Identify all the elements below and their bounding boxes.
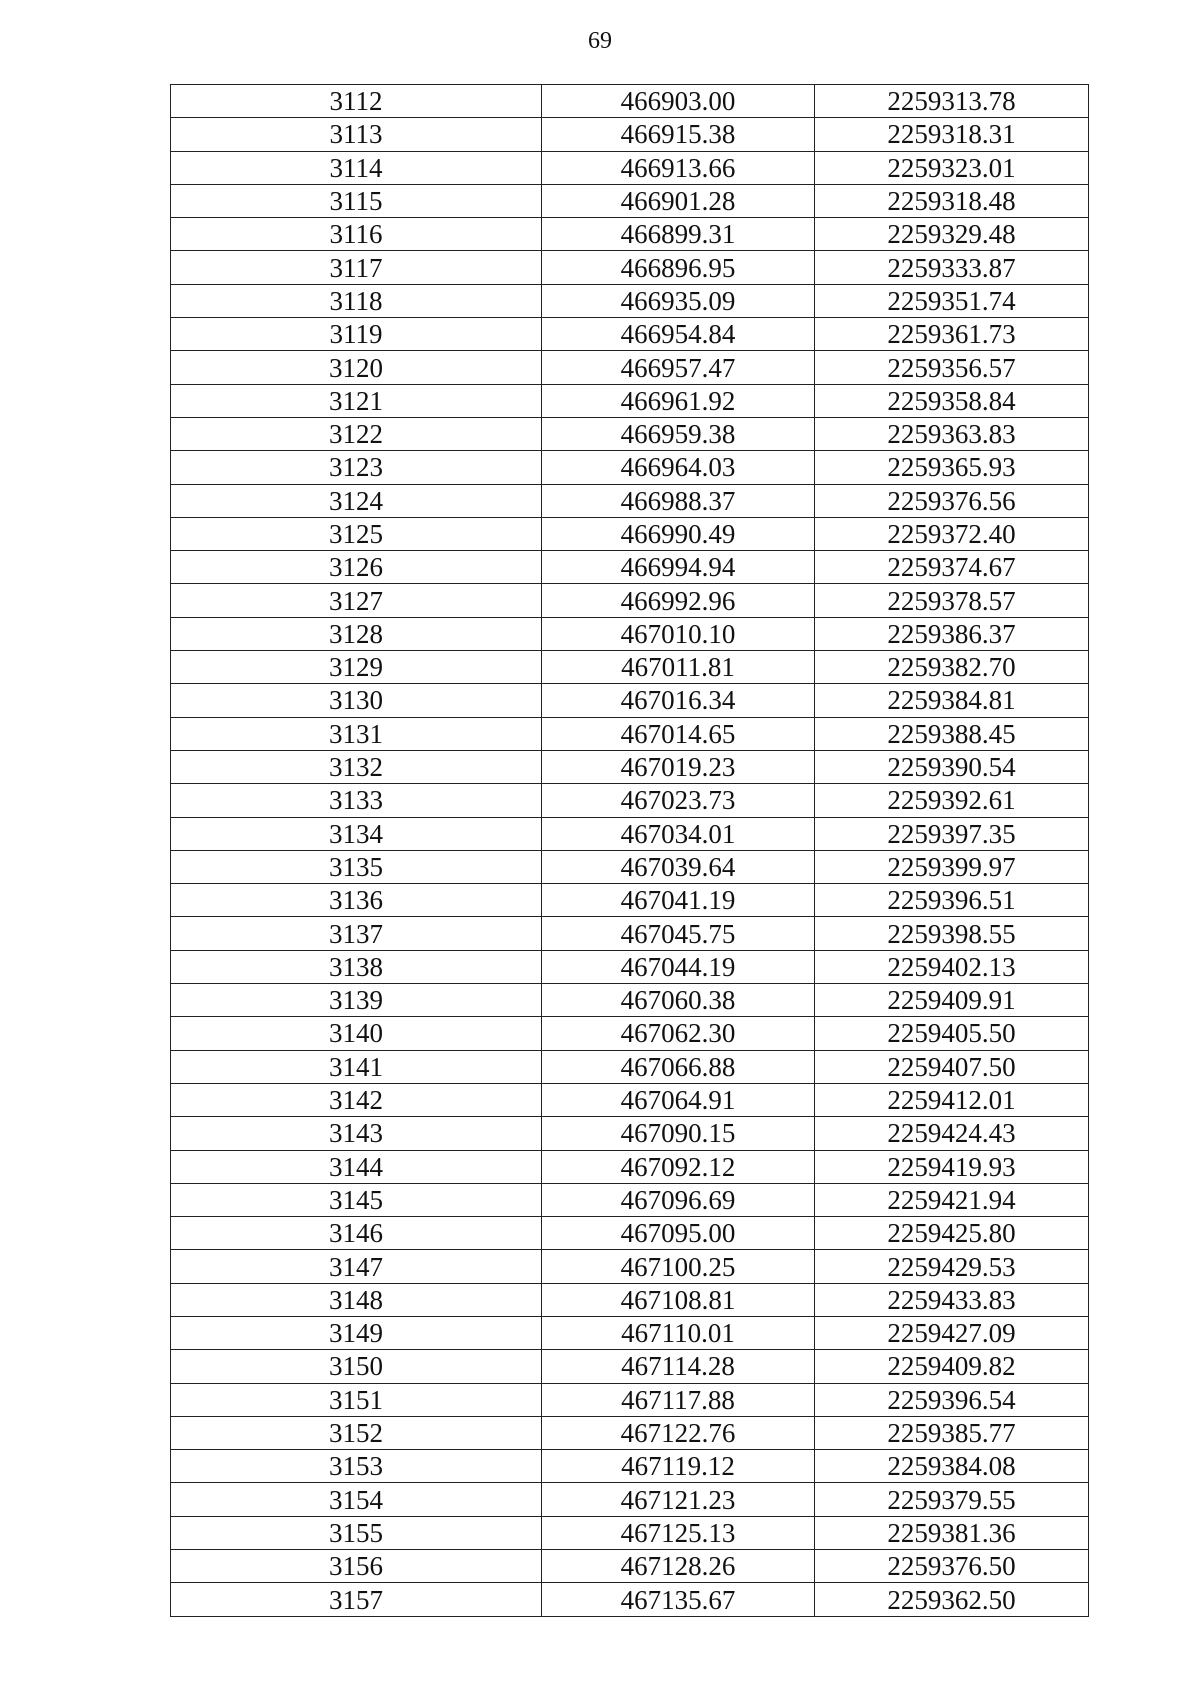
x-coordinate-cell: 466992.96 <box>542 584 815 617</box>
table-row <box>171 351 1089 384</box>
x-coordinate-cell: 467060.38 <box>542 984 815 1017</box>
point-number-cell: 3115 <box>171 184 542 217</box>
y-coordinate-cell: 2259402.13 <box>815 950 1089 983</box>
x-coordinate-cell: 466964.03 <box>542 451 815 484</box>
x-coordinate-cell: 467066.88 <box>542 1050 815 1083</box>
y-coordinate-cell: 2259398.55 <box>815 917 1089 950</box>
x-coordinate-cell: 466915.38 <box>542 118 815 151</box>
x-coordinate-cell: 467039.64 <box>542 850 815 883</box>
x-coordinate-cell: 467010.10 <box>542 617 815 650</box>
table-row <box>171 1383 1089 1416</box>
table-row <box>171 984 1089 1017</box>
table-row <box>171 1283 1089 1316</box>
y-coordinate-cell: 2259386.37 <box>815 617 1089 650</box>
point-number-cell: 3152 <box>171 1416 542 1449</box>
y-coordinate-cell: 2259399.97 <box>815 850 1089 883</box>
y-coordinate-cell: 2259392.61 <box>815 784 1089 817</box>
table-row <box>171 184 1089 217</box>
x-coordinate-cell: 467019.23 <box>542 750 815 783</box>
x-coordinate-cell: 467096.69 <box>542 1183 815 1216</box>
y-coordinate-cell: 2259433.83 <box>815 1283 1089 1316</box>
table-row <box>171 1083 1089 1116</box>
x-coordinate-cell: 467114.28 <box>542 1350 815 1383</box>
x-coordinate-cell: 467117.88 <box>542 1383 815 1416</box>
point-number-cell: 3113 <box>171 118 542 151</box>
point-number-cell: 3140 <box>171 1017 542 1050</box>
point-number-cell: 3143 <box>171 1117 542 1150</box>
x-coordinate-cell: 466913.66 <box>542 151 815 184</box>
point-number-cell: 3146 <box>171 1217 542 1250</box>
y-coordinate-cell: 2259378.57 <box>815 584 1089 617</box>
point-number-cell: 3148 <box>171 1283 542 1316</box>
table-row <box>171 750 1089 783</box>
point-number-cell: 3119 <box>171 318 542 351</box>
table-row <box>171 1150 1089 1183</box>
y-coordinate-cell: 2259381.36 <box>815 1516 1089 1549</box>
y-coordinate-cell: 2259351.74 <box>815 284 1089 317</box>
point-number-cell: 3145 <box>171 1183 542 1216</box>
point-number-cell: 3124 <box>171 484 542 517</box>
table-row <box>171 1583 1089 1616</box>
table-row <box>171 850 1089 883</box>
y-coordinate-cell: 2259421.94 <box>815 1183 1089 1216</box>
x-coordinate-cell: 467044.19 <box>542 950 815 983</box>
point-number-cell: 3156 <box>171 1550 542 1583</box>
x-coordinate-cell: 467011.81 <box>542 651 815 684</box>
x-coordinate-cell: 466990.49 <box>542 517 815 550</box>
table-row <box>171 218 1089 251</box>
table-row <box>171 1017 1089 1050</box>
x-coordinate-cell: 467092.12 <box>542 1150 815 1183</box>
table-row <box>171 684 1089 717</box>
y-coordinate-cell: 2259396.54 <box>815 1383 1089 1416</box>
point-number-cell: 3114 <box>171 151 542 184</box>
table-row <box>171 85 1089 118</box>
point-number-cell: 3137 <box>171 917 542 950</box>
table-row <box>171 1350 1089 1383</box>
y-coordinate-cell: 2259429.53 <box>815 1250 1089 1283</box>
point-number-cell: 3157 <box>171 1583 542 1616</box>
point-number-cell: 3128 <box>171 617 542 650</box>
x-coordinate-cell: 466994.94 <box>542 551 815 584</box>
point-number-cell: 3139 <box>171 984 542 1017</box>
x-coordinate-cell: 467064.91 <box>542 1083 815 1116</box>
y-coordinate-cell: 2259323.01 <box>815 151 1089 184</box>
table-row <box>171 384 1089 417</box>
point-number-cell: 3129 <box>171 651 542 684</box>
point-number-cell: 3149 <box>171 1316 542 1349</box>
point-number-cell: 3138 <box>171 950 542 983</box>
point-number-cell: 3155 <box>171 1516 542 1549</box>
y-coordinate-cell: 2259318.31 <box>815 118 1089 151</box>
x-coordinate-cell: 466903.00 <box>542 85 815 118</box>
coordinates-table-body <box>171 85 1089 1617</box>
point-number-cell: 3118 <box>171 284 542 317</box>
y-coordinate-cell: 2259424.43 <box>815 1117 1089 1150</box>
y-coordinate-cell: 2259409.82 <box>815 1350 1089 1383</box>
coordinates-table <box>170 84 1089 1617</box>
point-number-cell: 3116 <box>171 218 542 251</box>
x-coordinate-cell: 467045.75 <box>542 917 815 950</box>
table-row <box>171 1217 1089 1250</box>
y-coordinate-cell: 2259376.50 <box>815 1550 1089 1583</box>
table-row <box>171 118 1089 151</box>
table-row <box>171 1550 1089 1583</box>
point-number-cell: 3122 <box>171 417 542 450</box>
x-coordinate-cell: 467108.81 <box>542 1283 815 1316</box>
y-coordinate-cell: 2259358.84 <box>815 384 1089 417</box>
table-row <box>171 551 1089 584</box>
table-row <box>171 651 1089 684</box>
x-coordinate-cell: 467023.73 <box>542 784 815 817</box>
table-row <box>171 251 1089 284</box>
point-number-cell: 3151 <box>171 1383 542 1416</box>
table-row <box>171 1250 1089 1283</box>
point-number-cell: 3142 <box>171 1083 542 1116</box>
table-row <box>171 1483 1089 1516</box>
x-coordinate-cell: 466957.47 <box>542 351 815 384</box>
point-number-cell: 3144 <box>171 1150 542 1183</box>
y-coordinate-cell: 2259384.81 <box>815 684 1089 717</box>
y-coordinate-cell: 2259356.57 <box>815 351 1089 384</box>
table-row <box>171 1050 1089 1083</box>
point-number-cell: 3117 <box>171 251 542 284</box>
x-coordinate-cell: 467095.00 <box>542 1217 815 1250</box>
y-coordinate-cell: 2259318.48 <box>815 184 1089 217</box>
x-coordinate-cell: 466935.09 <box>542 284 815 317</box>
table-row <box>171 1316 1089 1349</box>
point-number-cell: 3154 <box>171 1483 542 1516</box>
y-coordinate-cell: 2259427.09 <box>815 1316 1089 1349</box>
x-coordinate-cell: 466959.38 <box>542 417 815 450</box>
table-row <box>171 1450 1089 1483</box>
x-coordinate-cell: 466988.37 <box>542 484 815 517</box>
x-coordinate-cell: 467034.01 <box>542 817 815 850</box>
y-coordinate-cell: 2259361.73 <box>815 318 1089 351</box>
point-number-cell: 3112 <box>171 85 542 118</box>
y-coordinate-cell: 2259405.50 <box>815 1017 1089 1050</box>
x-coordinate-cell: 467121.23 <box>542 1483 815 1516</box>
table-row <box>171 151 1089 184</box>
x-coordinate-cell: 466899.31 <box>542 218 815 251</box>
y-coordinate-cell: 2259333.87 <box>815 251 1089 284</box>
y-coordinate-cell: 2259385.77 <box>815 1416 1089 1449</box>
x-coordinate-cell: 467090.15 <box>542 1117 815 1150</box>
x-coordinate-cell: 466961.92 <box>542 384 815 417</box>
table-row <box>171 817 1089 850</box>
x-coordinate-cell: 467128.26 <box>542 1550 815 1583</box>
y-coordinate-cell: 2259382.70 <box>815 651 1089 684</box>
table-row <box>171 1516 1089 1549</box>
table-row <box>171 717 1089 750</box>
y-coordinate-cell: 2259363.83 <box>815 417 1089 450</box>
y-coordinate-cell: 2259419.93 <box>815 1150 1089 1183</box>
table-row <box>171 784 1089 817</box>
point-number-cell: 3141 <box>171 1050 542 1083</box>
y-coordinate-cell: 2259390.54 <box>815 750 1089 783</box>
y-coordinate-cell: 2259365.93 <box>815 451 1089 484</box>
point-number-cell: 3130 <box>171 684 542 717</box>
table-row <box>171 517 1089 550</box>
y-coordinate-cell: 2259388.45 <box>815 717 1089 750</box>
table-row <box>171 1183 1089 1216</box>
point-number-cell: 3136 <box>171 884 542 917</box>
point-number-cell: 3132 <box>171 750 542 783</box>
point-number-cell: 3127 <box>171 584 542 617</box>
point-number-cell: 3121 <box>171 384 542 417</box>
page-number: 69 <box>588 28 612 54</box>
y-coordinate-cell: 2259384.08 <box>815 1450 1089 1483</box>
table-row <box>171 284 1089 317</box>
point-number-cell: 3150 <box>171 1350 542 1383</box>
x-coordinate-cell: 467110.01 <box>542 1316 815 1349</box>
x-coordinate-cell: 466901.28 <box>542 184 815 217</box>
x-coordinate-cell: 467135.67 <box>542 1583 815 1616</box>
point-number-cell: 3123 <box>171 451 542 484</box>
y-coordinate-cell: 2259412.01 <box>815 1083 1089 1116</box>
y-coordinate-cell: 2259376.56 <box>815 484 1089 517</box>
x-coordinate-cell: 467016.34 <box>542 684 815 717</box>
point-number-cell: 3120 <box>171 351 542 384</box>
table-row <box>171 451 1089 484</box>
x-coordinate-cell: 467100.25 <box>542 1250 815 1283</box>
point-number-cell: 3125 <box>171 517 542 550</box>
point-number-cell: 3153 <box>171 1450 542 1483</box>
x-coordinate-cell: 467122.76 <box>542 1416 815 1449</box>
point-number-cell: 3133 <box>171 784 542 817</box>
table-row <box>171 950 1089 983</box>
y-coordinate-cell: 2259396.51 <box>815 884 1089 917</box>
point-number-cell: 3135 <box>171 850 542 883</box>
table-row <box>171 417 1089 450</box>
y-coordinate-cell: 2259329.48 <box>815 218 1089 251</box>
table-row <box>171 484 1089 517</box>
y-coordinate-cell: 2259407.50 <box>815 1050 1089 1083</box>
y-coordinate-cell: 2259313.78 <box>815 85 1089 118</box>
x-coordinate-cell: 467119.12 <box>542 1450 815 1483</box>
table-row <box>171 1117 1089 1150</box>
x-coordinate-cell: 467062.30 <box>542 1017 815 1050</box>
y-coordinate-cell: 2259372.40 <box>815 517 1089 550</box>
point-number-cell: 3147 <box>171 1250 542 1283</box>
table-row <box>171 617 1089 650</box>
point-number-cell: 3131 <box>171 717 542 750</box>
y-coordinate-cell: 2259397.35 <box>815 817 1089 850</box>
x-coordinate-cell: 466896.95 <box>542 251 815 284</box>
y-coordinate-cell: 2259362.50 <box>815 1583 1089 1616</box>
x-coordinate-cell: 466954.84 <box>542 318 815 351</box>
y-coordinate-cell: 2259409.91 <box>815 984 1089 1017</box>
x-coordinate-cell: 467014.65 <box>542 717 815 750</box>
point-number-cell: 3126 <box>171 551 542 584</box>
y-coordinate-cell: 2259374.67 <box>815 551 1089 584</box>
x-coordinate-cell: 467125.13 <box>542 1516 815 1549</box>
table-row <box>171 884 1089 917</box>
x-coordinate-cell: 467041.19 <box>542 884 815 917</box>
y-coordinate-cell: 2259379.55 <box>815 1483 1089 1516</box>
table-row <box>171 1416 1089 1449</box>
table-row <box>171 584 1089 617</box>
y-coordinate-cell: 2259425.80 <box>815 1217 1089 1250</box>
table-row <box>171 318 1089 351</box>
table-row <box>171 917 1089 950</box>
point-number-cell: 3134 <box>171 817 542 850</box>
